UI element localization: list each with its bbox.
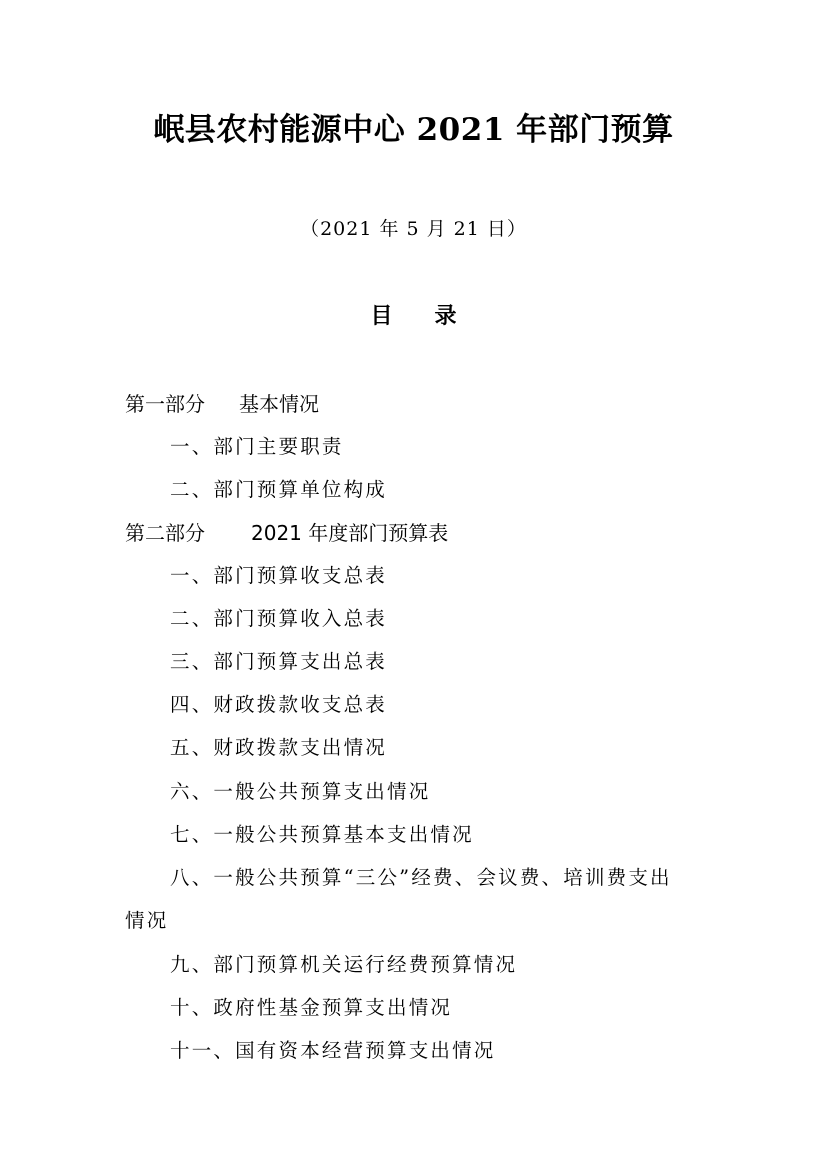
document-title: 岷县农村能源中心 2021 年部门预算 (153, 112, 674, 148)
toc-item: 六、一般公共预算支出情况 (170, 780, 431, 803)
toc-item: 十一、国有资本经营预算支出情况 (170, 1039, 496, 1062)
toc-item: 八、一般公共预算“三公”经费、会议费、培训费支出 (170, 866, 672, 889)
toc-item: 二、部门预算单位构成 (170, 478, 388, 501)
toc-part-2 (125, 518, 448, 548)
toc-part-1-label: 第一部分 (125, 392, 205, 416)
toc-part-1 (125, 389, 319, 419)
document-date: （2021 年 5 月 21 日） (300, 218, 527, 240)
toc-item: 九、部门预算机关运行经费预算情况 (170, 953, 518, 976)
toc-item: 一、部门主要职责 (170, 435, 344, 458)
toc-item-continuation: 情况 (125, 909, 169, 932)
toc-item: 二、部门预算收入总表 (170, 607, 388, 630)
toc-heading-char-1: 目 (370, 304, 393, 329)
toc-item: 一、部门预算收支总表 (170, 564, 388, 587)
toc-part-1-title: 基本情况 (239, 392, 319, 416)
toc-item: 七、一般公共预算基本支出情况 (170, 823, 474, 846)
toc-part-2-label: 第二部分 (125, 521, 205, 545)
toc-item: 三、部门预算支出总表 (170, 650, 388, 673)
toc-part-2-title: 2021 年度部门预算表 (251, 521, 449, 545)
toc-item: 五、财政拨款支出情况 (170, 736, 388, 759)
toc-item: 十、政府性基金预算支出情况 (170, 996, 453, 1019)
toc-heading-char-2: 录 (434, 304, 457, 329)
toc-heading (0, 302, 827, 332)
toc-item: 四、财政拨款收支总表 (170, 693, 388, 716)
